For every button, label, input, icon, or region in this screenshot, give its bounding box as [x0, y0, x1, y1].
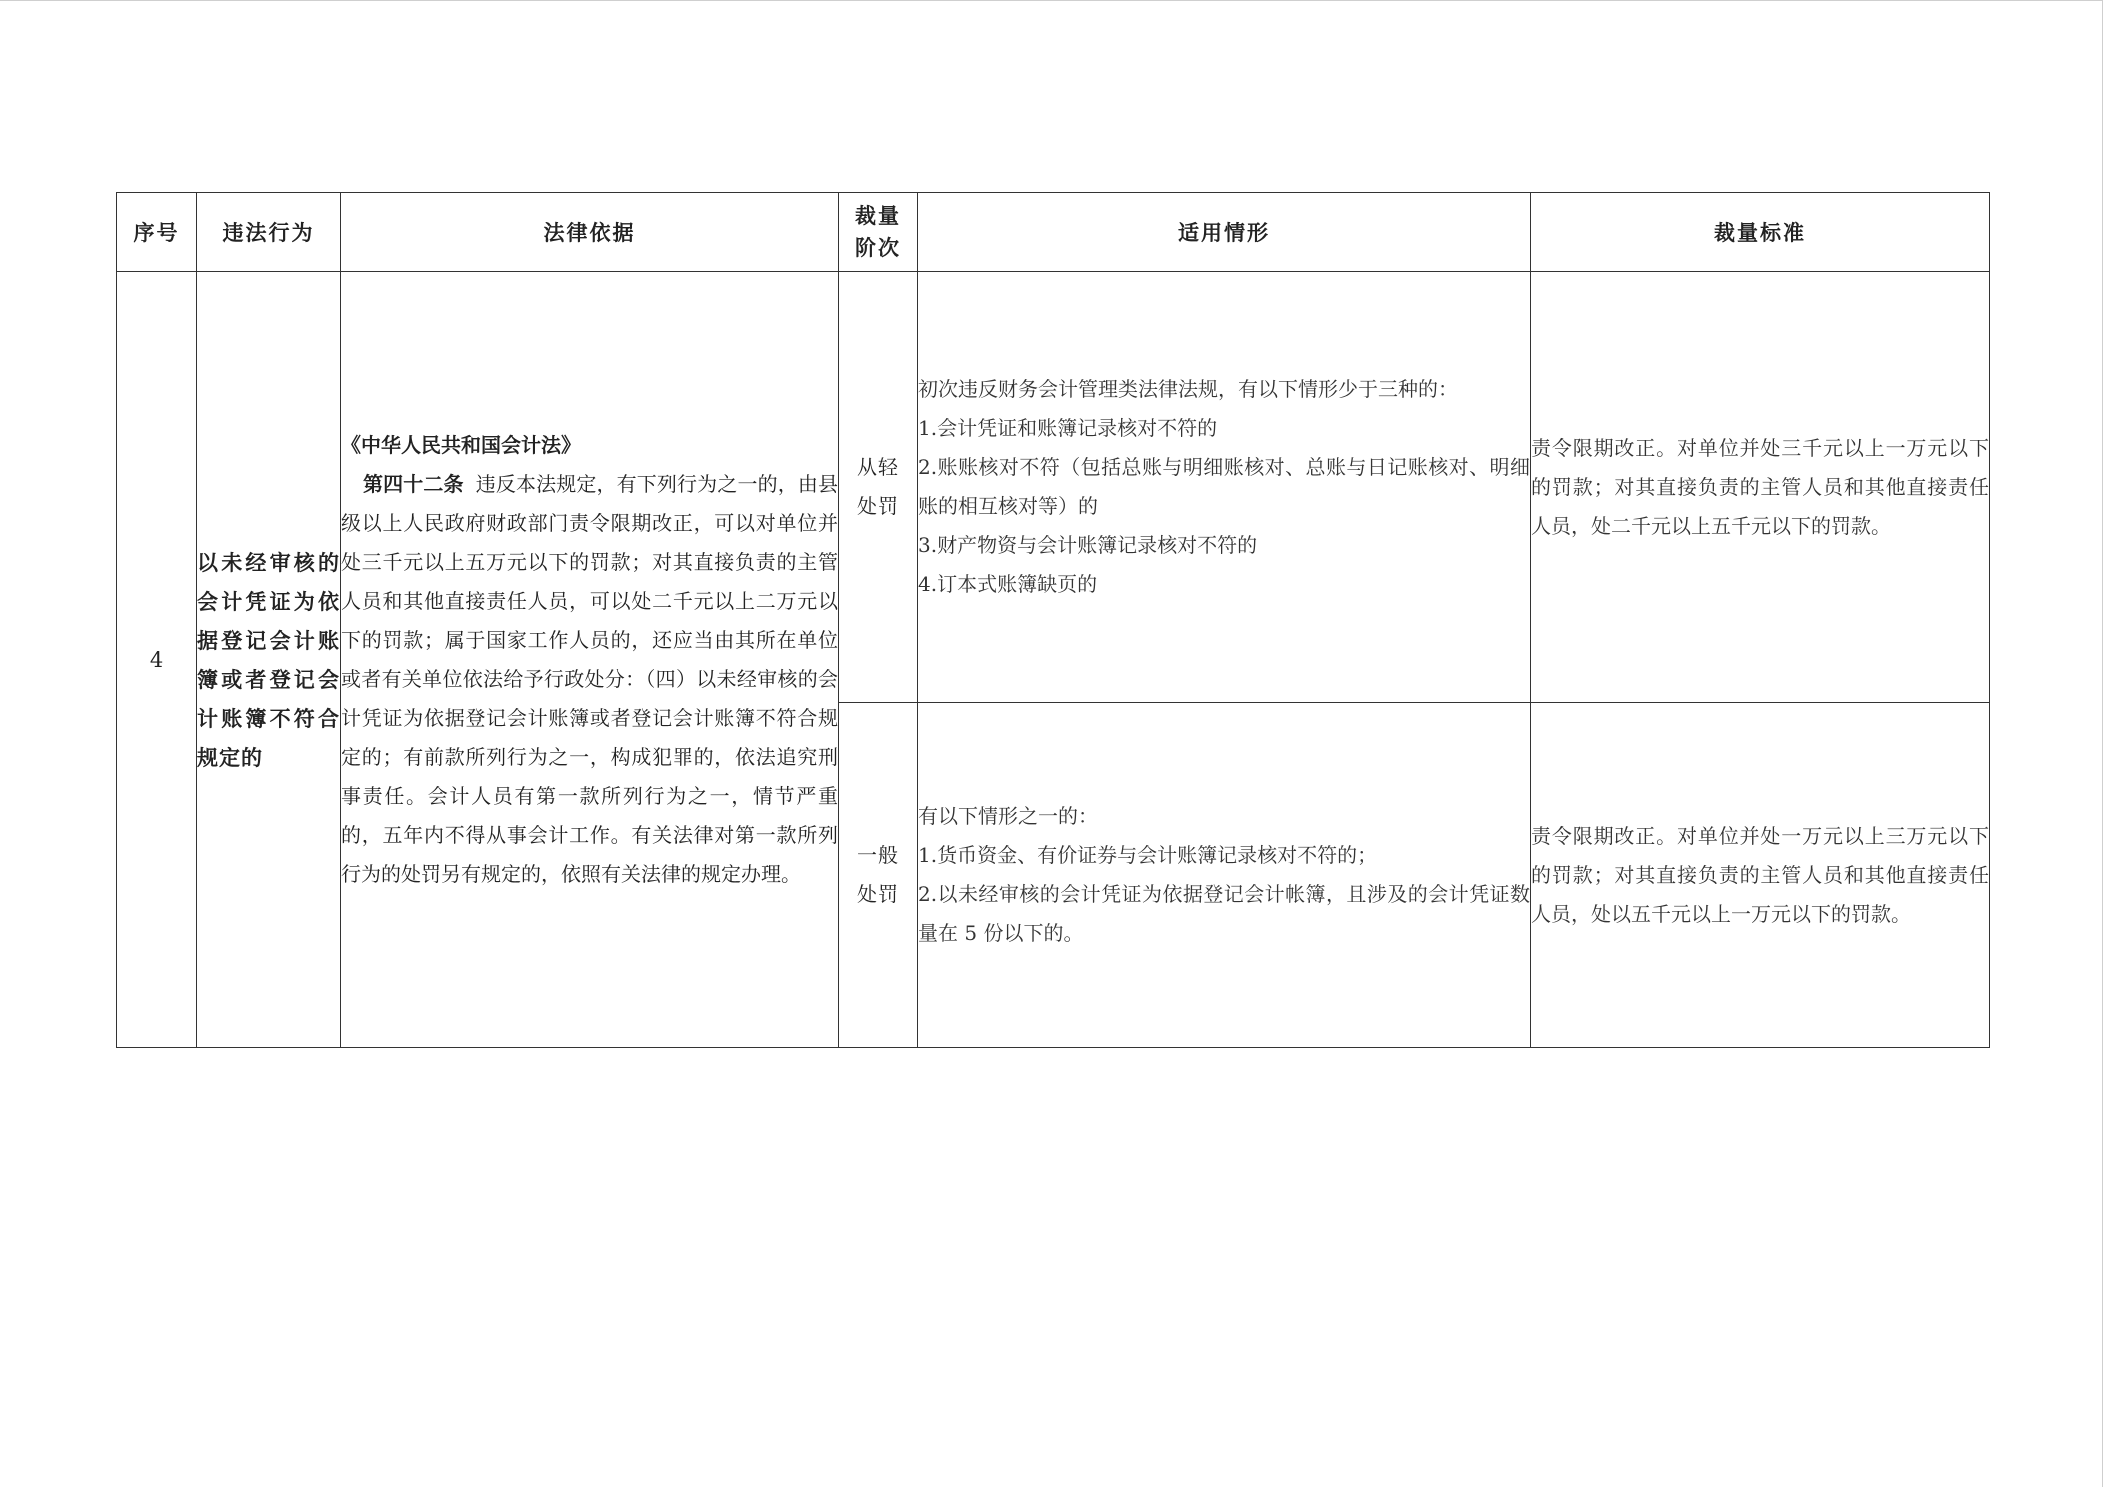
scenario-general-item-1: 1.货币资金、有价证券与会计账簿记录核对不符的； [918, 843, 1378, 867]
scenario-lenient-item-4: 4.订本式账簿缺页的 [918, 572, 1098, 596]
scenario-general [918, 703, 1531, 1048]
header-basis: 法律依据 [341, 193, 839, 272]
header-stage-line2: 阶次 [855, 235, 901, 260]
header-no: 序号 [117, 193, 197, 272]
scenario-lenient [918, 272, 1531, 703]
standard-general: 责令限期改正。对单位并处一万元以上三万元以下的罚款；对其直接负责的主管人员和其他直接责任人员，处以五千元以上一万元以下的罚款。 [1531, 703, 1990, 1048]
article-text: 违反本法规定，有下列行为之一的，由县级以上人民政府财政部门责令限期改正，可以对单位并处三千元以上五万元以下的罚款；对其直接负责的主管人员和其他直接责任人员，可以处二千元以上二万元以下的罚款；属于国家工作人员的，还应当由其所在单位或者有关单位依法给予行政处分：（四）以未经审核的会计凭证为依据登记会计账簿或者登记会计账簿不符合规定的；有前款所列行为之一，构成犯罪的，依法追究刑事责任。会计人员有第一款所列行为之一，情节严重的，五年内不得从事会计工作。有关法律对第一款所列行为的处罚另有规定的，依照有关法律的规定办理。 [341, 471, 839, 886]
discretion-standard-table [116, 192, 1990, 1048]
stage-general [839, 703, 918, 1048]
header-stage [839, 193, 918, 272]
standard-lenient: 责令限期改正。对单位并处三千元以上一万元以下的罚款；对其直接负责的主管人员和其他直接责任人员，处二千元以上五千元以下的罚款。 [1531, 272, 1990, 703]
header-standard: 裁量标准 [1531, 193, 1990, 272]
table-row-level-1 [117, 272, 1990, 703]
scenario-lenient-item-1: 1.会计凭证和账簿记录核对不符的 [918, 416, 1218, 440]
header-scenario: 适用情形 [918, 193, 1531, 272]
row-number: 4 [117, 272, 197, 1048]
stage-lenient-line1: 从轻 [857, 455, 899, 479]
stage-lenient [839, 272, 918, 703]
stage-general-line1: 一般 [857, 843, 899, 867]
scenario-general-intro: 有以下情形之一的： [918, 804, 1098, 828]
header-stage-line1: 裁量 [855, 203, 901, 228]
scenario-lenient-item-2: 2.账账核对不符（包括总账与明细账核对、总账与日记账核对、明细账的相互核对等）的 [918, 455, 1530, 518]
scenario-general-item-2: 2.以未经审核的会计凭证为依据登记会计帐簿，且涉及的会计凭证数量在 5 份以下的。 [918, 882, 1530, 945]
header-act: 违法行为 [197, 193, 341, 272]
legal-basis [341, 272, 839, 1048]
table-header-row [117, 193, 1990, 272]
article-number: 第四十二条 [363, 471, 464, 496]
stage-general-line2: 处罚 [857, 882, 899, 906]
violation-act: 以未经审核的会计凭证为依据登记会计账簿或者登记会计账簿不符合规定的 [197, 272, 341, 1048]
law-title: 《中华人民共和国会计法》 [341, 432, 581, 457]
stage-lenient-line2: 处罚 [857, 494, 899, 518]
scenario-lenient-item-3: 3.财产物资与会计账簿记录核对不符的 [918, 533, 1258, 557]
scenario-lenient-intro: 初次违反财务会计管理类法律法规，有以下情形少于三种的： [918, 377, 1458, 401]
